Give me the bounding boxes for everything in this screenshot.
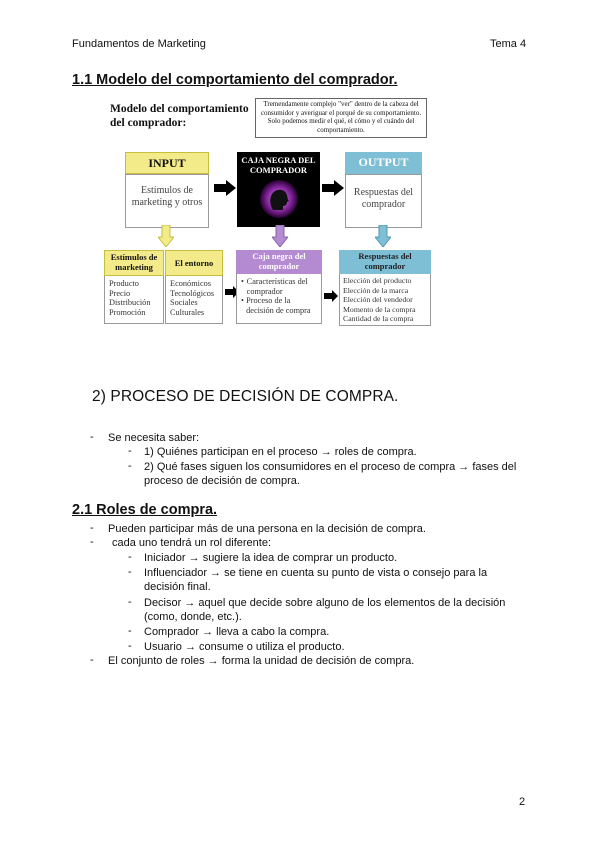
list-item: 2) Qué fases siguen los consumidores en el proceso de compra → fases del: [144, 461, 517, 473]
section-2-intro: Se necesita saber:: [108, 432, 200, 444]
bullet-dash: -: [128, 445, 132, 457]
list-item: Precio: [109, 288, 131, 298]
arrow-down-icon: [158, 225, 174, 247]
list-item: Culturales: [170, 307, 205, 317]
list-item: Producto: [109, 279, 139, 288]
section-2-1-heading: 2.1 Roles de compra.: [72, 502, 218, 518]
output-body: Respuestas del comprador: [345, 174, 422, 228]
role-item: Usuario → consume o utiliza el producto.: [144, 641, 345, 653]
arrow-down-icon: [272, 225, 288, 247]
environment-list: [165, 276, 223, 324]
list-item: 1) Quiénes participan en el proceso → roles de compra.: [144, 446, 417, 458]
list-item: Elección de la marca: [343, 285, 409, 295]
list-item: Promoción: [109, 307, 146, 317]
list-item: Elección del vendedor: [343, 295, 413, 304]
list-item-text: Características del comprador: [246, 277, 308, 296]
list-item: Distribución: [109, 298, 151, 307]
bullet-dot: •: [241, 277, 244, 286]
output-label: OUTPUT: [345, 152, 422, 174]
marketing-stimuli-list: [104, 276, 164, 324]
bullet-dash: -: [90, 431, 94, 443]
list-item-text: Proceso de la decisión de compra: [246, 296, 311, 315]
role-item-continuation: decisión final.: [144, 581, 211, 593]
diagram-note: Tremendamente complejo "ver" dentro de la cabeza del consumidor y averiguar el porqué de su comportamiento. Solo podemos medir el qué, el cómo y el cuándo del comportamiento.: [255, 98, 427, 138]
environment-head: El entorno: [165, 250, 223, 276]
black-box: [237, 152, 320, 227]
list-item: Sociales: [170, 298, 198, 307]
bullet-dash: -: [90, 654, 94, 666]
list-item: Cantidad de la compra: [343, 314, 414, 323]
role-item-continuation: (como, donde, etc.).: [144, 611, 242, 623]
page-number: 2: [519, 796, 526, 808]
marketing-stimuli-head: Estímulos de marketing: [104, 250, 164, 276]
section-2-heading: 2) PROCESO DE DECISIÓN DE COMPRA.: [92, 388, 399, 405]
header-title: Fundamentos de Marketing: [72, 38, 206, 50]
list-item: Momento de la compra: [343, 304, 416, 314]
list-item: Pueden participar más de una persona en la decisión de compra.: [108, 523, 426, 535]
bullet-dash: -: [128, 596, 132, 608]
bullet-dash: -: [90, 536, 94, 548]
black-box-label: CAJA NEGRA DEL COMPRADOR: [241, 155, 316, 175]
bullet-dash: -: [128, 460, 132, 472]
responses-head: Respuestas del comprador: [339, 250, 431, 274]
input-label: INPUT: [125, 152, 209, 174]
head-silhouette-icon: [259, 179, 299, 219]
list-item: Elección del producto: [343, 276, 412, 285]
black-box-list: [236, 274, 322, 324]
header-topic: Tema 4: [490, 38, 527, 50]
diagram-title-line2: del comprador:: [110, 117, 187, 129]
section-1-1-heading: 1.1 Modelo del comportamiento del comprador.: [72, 72, 398, 88]
list-item: El conjunto de roles → forma la unidad de decisión de compra.: [108, 655, 415, 667]
bullet-dash: -: [128, 625, 132, 637]
arrow-right-icon: [324, 290, 338, 302]
list-item: [241, 296, 317, 315]
input-body: Estímulos de marketing y otros: [125, 174, 209, 228]
black-box-head: Caja negra del comprador: [236, 250, 322, 274]
diagram-title-line1: Modelo del comportamiento: [110, 103, 249, 115]
bullet-dash: -: [128, 566, 132, 578]
role-item: Iniciador → sugiere la idea de comprar un producto.: [144, 552, 398, 564]
bullet-dash: -: [90, 522, 94, 534]
list-item: cada uno tendrá un rol diferente:: [112, 537, 272, 549]
arrow-right-icon: [214, 180, 236, 196]
diagram-title: [110, 102, 249, 130]
bullet-dot: •: [241, 296, 244, 305]
role-item: Influenciador → se tiene en cuenta su punto de vista o consejo para la: [144, 567, 488, 579]
bullet-dash: -: [128, 551, 132, 563]
arrow-right-icon: [322, 180, 344, 196]
arrow-down-icon: [375, 225, 391, 247]
responses-list: [339, 274, 431, 326]
role-item: Decisor → aquel que decide sobre alguno de los elementos de la decisión: [144, 597, 506, 609]
list-item: [241, 277, 317, 296]
list-item: Tecnológicos: [170, 288, 215, 298]
bullet-dash: -: [128, 640, 132, 652]
role-item: Comprador → lleva a cabo la compra.: [144, 626, 330, 638]
list-item: Económicos: [170, 279, 212, 288]
list-item-continuation: proceso de decisión de compra.: [144, 475, 300, 487]
